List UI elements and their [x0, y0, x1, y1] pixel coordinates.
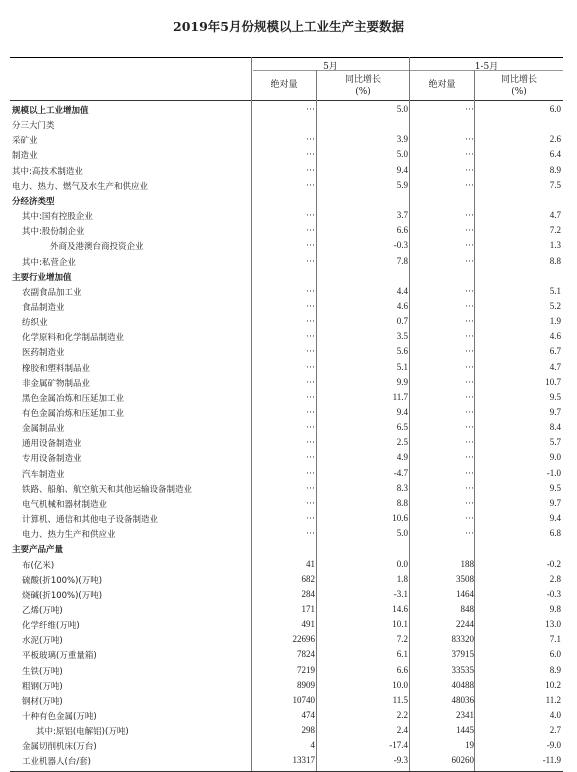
- abs-month-cell: ···: [306, 528, 315, 539]
- row-label: 主要产品产量: [12, 545, 64, 556]
- abs-month-cell: 474: [301, 710, 315, 720]
- abs-cum-cell: 188: [460, 558, 474, 569]
- yoy-month-cell: 6.6: [396, 225, 408, 236]
- row-label: 其中:国有控股企业: [22, 212, 93, 223]
- yoy-cum-cell: 2.8: [549, 573, 561, 584]
- table-row: [10, 588, 563, 603]
- abs-month-cell: 10740: [292, 694, 315, 705]
- table-row: [10, 285, 563, 300]
- table-row: [10, 618, 563, 633]
- yoy-month-cell: 5.0: [396, 149, 408, 160]
- table-row: [10, 512, 563, 527]
- yoy-cum-cell: 4.7: [549, 361, 561, 372]
- abs-cum-cell: 848: [460, 603, 474, 614]
- yoy-cum-cell: 7.5: [549, 179, 561, 190]
- abs-cum-cell: 2244: [456, 619, 474, 630]
- yoy-month-cell: 10.1: [392, 619, 408, 630]
- row-label: 农副食品加工业: [22, 287, 82, 298]
- yoy-month-cell: 10.0: [392, 679, 408, 690]
- abs-month-cell: ···: [306, 225, 315, 236]
- abs-month-cell: ···: [306, 210, 315, 221]
- abs-cum-cell: 60260: [451, 755, 474, 766]
- table-row: [10, 118, 563, 133]
- row-label: 平板玻璃(万重量箱): [22, 651, 97, 662]
- row-label: 通用设备制造业: [22, 439, 82, 450]
- header-abs-cum: 绝对量: [428, 80, 456, 90]
- row-label: 十种有色金属(万吨): [22, 712, 97, 722]
- row-label: 分经济类型: [12, 196, 55, 207]
- yoy-month-cell: -4.7: [393, 467, 408, 478]
- abs-cum-cell: 2341: [456, 710, 474, 720]
- abs-month-cell: ···: [306, 376, 315, 387]
- abs-cum-cell: ···: [465, 497, 474, 508]
- yoy-cum-cell: -9.0: [546, 740, 561, 751]
- table-top-rule: [10, 57, 563, 58]
- abs-month-cell: ···: [306, 391, 315, 402]
- row-label: 主要行业增加值: [12, 272, 72, 283]
- table-row: [10, 527, 563, 542]
- abs-cum-cell: ···: [465, 149, 474, 160]
- table-row: [10, 482, 563, 497]
- table-row: [10, 406, 563, 421]
- abs-month-cell: 41: [306, 558, 315, 569]
- table-row: [10, 179, 563, 194]
- yoy-month-cell: 4.9: [396, 452, 408, 463]
- table-row: [10, 361, 563, 376]
- row-label: 汽车制造业: [22, 469, 65, 480]
- table-row: [10, 694, 563, 709]
- row-label: 水泥(万吨): [22, 636, 63, 647]
- row-label: 工业机器人(台/套): [22, 757, 91, 768]
- abs-cum-cell: ···: [465, 407, 474, 417]
- data-table: [10, 57, 563, 771]
- table-row: [10, 194, 563, 209]
- table-row: [10, 558, 563, 573]
- row-label: 规模以上工业增加值: [12, 106, 89, 116]
- abs-cum-cell: ···: [465, 331, 474, 342]
- yoy-cum-cell: -0.3: [546, 588, 561, 599]
- table-bottom-rule: [10, 771, 563, 772]
- yoy-cum-cell: 8.8: [549, 255, 561, 266]
- header-bottom-rule: [10, 100, 563, 101]
- yoy-cum-cell: 6.8: [549, 528, 561, 539]
- yoy-month-cell: 3.5: [396, 331, 408, 342]
- yoy-month-cell: 8.8: [396, 497, 408, 508]
- yoy-cum-cell: 5.2: [549, 300, 561, 311]
- yoy-month-cell: 5.0: [396, 528, 408, 539]
- table-row: [10, 603, 563, 618]
- abs-month-cell: ···: [306, 316, 315, 327]
- table-row: [10, 709, 563, 724]
- table-row: [10, 103, 563, 118]
- table-row: [10, 724, 563, 739]
- row-label: 金属制品业: [22, 424, 65, 435]
- abs-month-cell: 8909: [297, 679, 315, 690]
- yoy-month-cell: 14.6: [392, 603, 408, 614]
- yoy-month-cell: 0.7: [396, 316, 408, 327]
- row-label: 布(亿米): [22, 560, 55, 571]
- yoy-cum-cell: -0.2: [546, 558, 561, 569]
- row-label: 有色金属冶炼和压延加工业: [22, 409, 125, 419]
- table-row: [10, 754, 563, 769]
- abs-month-cell: ···: [306, 149, 315, 160]
- row-label: 电力、热力、燃气及水生产和供应业: [12, 181, 149, 192]
- abs-cum-cell: ···: [465, 346, 474, 357]
- abs-month-cell: ···: [306, 179, 315, 190]
- abs-cum-cell: ···: [465, 422, 474, 433]
- header-yoy-unit: (%): [511, 87, 527, 97]
- abs-month-cell: ···: [306, 407, 315, 417]
- abs-cum-cell: ···: [465, 210, 474, 221]
- abs-cum-cell: ···: [465, 225, 474, 236]
- yoy-month-cell: 6.5: [396, 422, 408, 433]
- yoy-month-cell: 1.8: [396, 573, 408, 584]
- yoy-cum-cell: 2.6: [549, 134, 561, 145]
- table-row: [10, 633, 563, 648]
- abs-month-cell: ···: [306, 452, 315, 463]
- abs-cum-cell: ···: [465, 300, 474, 311]
- row-label: 粗钢(万吨): [22, 681, 63, 692]
- abs-cum-cell: 3508: [456, 573, 474, 584]
- row-label: 医药制造业: [22, 348, 65, 359]
- yoy-month-cell: 9.4: [396, 164, 408, 175]
- yoy-cum-cell: 9.7: [549, 407, 561, 417]
- abs-cum-cell: 48036: [451, 694, 474, 705]
- yoy-cum-cell: 4.0: [549, 710, 561, 720]
- table-row: [10, 497, 563, 512]
- yoy-cum-cell: 4.7: [549, 210, 561, 221]
- row-label: 非金属矿物制品业: [22, 378, 91, 389]
- page-title: 2019年5月份规模以上工业生产主要数据: [173, 19, 404, 34]
- abs-cum-cell: ···: [465, 528, 474, 539]
- abs-cum-cell: ···: [465, 240, 474, 251]
- header-yoy-label: 同比增长: [344, 75, 381, 85]
- abs-cum-cell: 33535: [451, 664, 474, 675]
- yoy-month-cell: 2.2: [396, 710, 408, 720]
- table-row: [10, 451, 563, 466]
- yoy-month-cell: 5.0: [396, 104, 408, 114]
- yoy-cum-cell: 11.2: [545, 694, 561, 705]
- yoy-month-cell: 7.8: [396, 255, 408, 266]
- table-row: [10, 270, 563, 285]
- yoy-month-cell: -9.3: [393, 755, 408, 766]
- row-label: 其中:原铝(电解铝)(万吨): [36, 727, 129, 738]
- yoy-month-cell: 7.2: [396, 634, 408, 645]
- abs-month-cell: 22696: [292, 634, 315, 645]
- abs-month-cell: ···: [306, 255, 315, 266]
- abs-month-cell: ···: [306, 361, 315, 372]
- yoy-month-cell: 2.5: [396, 437, 408, 448]
- abs-month-cell: ···: [306, 467, 315, 478]
- yoy-month-cell: 2.4: [396, 725, 408, 736]
- abs-cum-cell: ···: [465, 376, 474, 387]
- row-label: 化学纤维(万吨): [22, 621, 80, 632]
- yoy-cum-cell: 7.2: [549, 225, 561, 236]
- abs-cum-cell: ···: [465, 513, 474, 524]
- yoy-month-cell: 5.1: [396, 361, 408, 372]
- table-row: [10, 391, 563, 406]
- row-label: 黑色金属冶炼和压延加工业: [22, 393, 125, 404]
- abs-month-cell: 491: [301, 619, 315, 630]
- table-row: [10, 542, 563, 557]
- yoy-cum-cell: 9.7: [549, 497, 561, 508]
- row-label: 制造业: [12, 151, 38, 162]
- row-label: 钢材(万吨): [22, 696, 63, 707]
- table-row: [10, 315, 563, 330]
- abs-cum-cell: ···: [465, 134, 474, 145]
- abs-cum-cell: ···: [465, 437, 474, 448]
- row-label: 专用设备制造业: [22, 454, 82, 465]
- yoy-cum-cell: 13.0: [545, 619, 561, 630]
- abs-month-cell: 171: [301, 603, 315, 614]
- yoy-month-cell: 3.7: [396, 210, 408, 221]
- abs-cum-cell: ···: [465, 179, 474, 190]
- row-label: 计算机、通信和其他电子设备制造业: [22, 515, 159, 526]
- table-row: [10, 345, 563, 360]
- abs-month-cell: ···: [306, 300, 315, 311]
- abs-cum-cell: 1464: [456, 588, 474, 599]
- row-label: 生铁(万吨): [22, 666, 63, 677]
- abs-month-cell: ···: [306, 497, 315, 508]
- yoy-month-cell: 0.0: [396, 558, 408, 569]
- table-row: [10, 239, 563, 254]
- yoy-cum-cell: 5.1: [549, 285, 561, 296]
- yoy-cum-cell: 4.6: [549, 331, 561, 342]
- table-row: [10, 164, 563, 179]
- row-label: 烧碱(折100%)(万吨): [22, 590, 103, 601]
- abs-cum-cell: 40488: [451, 679, 474, 690]
- table-row: [10, 376, 563, 391]
- header-abs-month: 绝对量: [270, 80, 298, 90]
- row-label: 电力、热力生产和供应业: [22, 530, 116, 541]
- abs-month-cell: 4: [310, 740, 315, 751]
- yoy-month-cell: 6.1: [396, 649, 408, 660]
- row-label: 乙烯(万吨): [22, 605, 63, 616]
- abs-cum-cell: ···: [465, 467, 474, 478]
- yoy-cum-cell: 6.4: [549, 149, 561, 160]
- table-row: [10, 330, 563, 345]
- abs-month-cell: ···: [306, 513, 315, 524]
- yoy-cum-cell: 6.0: [549, 104, 561, 114]
- yoy-cum-cell: -11.9: [542, 755, 561, 766]
- yoy-cum-cell: 9.5: [549, 391, 561, 402]
- table-row: [10, 739, 563, 754]
- yoy-cum-cell: 8.4: [549, 422, 561, 433]
- abs-cum-cell: 1445: [456, 725, 474, 736]
- table-row: [10, 679, 563, 694]
- yoy-cum-cell: 9.8: [549, 603, 561, 614]
- abs-cum-cell: ···: [465, 361, 474, 372]
- row-label: 其中:股份制企业: [22, 227, 85, 238]
- abs-cum-cell: ···: [465, 285, 474, 296]
- header-yoy-month: [317, 74, 409, 98]
- abs-cum-cell: 19: [465, 740, 474, 751]
- yoy-cum-cell: 8.9: [549, 664, 561, 675]
- yoy-month-cell: 4.4: [396, 285, 408, 296]
- yoy-month-cell: -3.1: [393, 588, 408, 599]
- abs-month-cell: ···: [306, 422, 315, 433]
- yoy-month-cell: 5.6: [396, 346, 408, 357]
- abs-cum-cell: 83320: [451, 634, 474, 645]
- header-yoy-label: 同比增长: [500, 75, 537, 85]
- row-label: 铁路、船舶、航空航天和其他运输设备制造业: [22, 484, 193, 495]
- abs-cum-cell: ···: [465, 255, 474, 266]
- abs-month-cell: ···: [306, 240, 315, 251]
- yoy-month-cell: 9.9: [396, 376, 408, 387]
- yoy-cum-cell: 9.4: [549, 513, 561, 524]
- header-yoy-unit: (%): [355, 87, 371, 97]
- yoy-cum-cell: 9.0: [549, 452, 561, 463]
- yoy-cum-cell: 1.3: [549, 240, 561, 251]
- row-label: 其中:高技术制造业: [12, 166, 83, 177]
- row-label: 其中:私营企业: [22, 257, 76, 268]
- table-row: [10, 300, 563, 315]
- abs-month-cell: 682: [301, 573, 315, 584]
- yoy-month-cell: -17.4: [389, 740, 408, 751]
- abs-month-cell: ···: [306, 482, 315, 493]
- yoy-cum-cell: -1.0: [546, 467, 561, 478]
- abs-month-cell: 284: [301, 588, 315, 599]
- yoy-month-cell: 5.9: [396, 179, 408, 190]
- yoy-cum-cell: 10.7: [545, 376, 561, 387]
- abs-month-cell: 7219: [297, 664, 315, 675]
- abs-month-cell: ···: [306, 437, 315, 448]
- row-label: 电气机械和器材制造业: [22, 499, 108, 510]
- yoy-cum-cell: 5.7: [549, 437, 561, 448]
- table-row: [10, 255, 563, 270]
- abs-month-cell: ···: [306, 134, 315, 145]
- table-row: [10, 573, 563, 588]
- yoy-cum-cell: 6.0: [549, 649, 561, 660]
- abs-cum-cell: ···: [465, 391, 474, 402]
- yoy-month-cell: -0.3: [393, 240, 408, 251]
- row-label: 采矿业: [12, 136, 38, 147]
- abs-month-cell: 298: [301, 725, 315, 736]
- abs-month-cell: ···: [306, 346, 315, 357]
- row-label: 橡胶和塑料制品业: [22, 363, 91, 374]
- yoy-cum-cell: 9.5: [549, 482, 561, 493]
- row-label: 分三大门类: [12, 121, 55, 132]
- abs-cum-cell: ···: [465, 316, 474, 327]
- table-row: [10, 648, 563, 663]
- yoy-month-cell: 11.7: [392, 391, 408, 402]
- abs-month-cell: ···: [306, 331, 315, 342]
- yoy-month-cell: 3.9: [396, 134, 408, 145]
- abs-cum-cell: 37915: [451, 649, 474, 660]
- abs-month-cell: ···: [306, 104, 315, 114]
- yoy-cum-cell: 10.2: [545, 679, 561, 690]
- row-label: 化学原料和化学制品制造业: [22, 333, 125, 344]
- table-row: [10, 133, 563, 148]
- yoy-cum-cell: 2.7: [549, 725, 561, 736]
- table-row: [10, 467, 563, 482]
- header-yoy-cum: [475, 74, 563, 98]
- yoy-cum-cell: 1.9: [549, 316, 561, 327]
- abs-cum-cell: ···: [465, 164, 474, 175]
- yoy-cum-cell: 7.1: [549, 634, 561, 645]
- row-label: 纺织业: [22, 318, 48, 329]
- yoy-month-cell: 4.6: [396, 300, 408, 311]
- row-label: 外商及港澳台商投资企业: [50, 242, 144, 253]
- abs-month-cell: 13317: [292, 755, 315, 766]
- table-row: [10, 209, 563, 224]
- header-cumulative: 1-5月: [474, 62, 499, 72]
- table-row: [10, 436, 563, 451]
- yoy-cum-cell: 6.7: [549, 346, 561, 357]
- abs-month-cell: ···: [306, 164, 315, 175]
- yoy-month-cell: 8.3: [396, 482, 408, 493]
- yoy-month-cell: 6.6: [396, 664, 408, 675]
- row-label: 硫酸(折100%)(万吨): [22, 575, 103, 586]
- yoy-cum-cell: 8.9: [549, 164, 561, 175]
- yoy-month-cell: 11.5: [392, 694, 408, 705]
- abs-cum-cell: ···: [465, 452, 474, 463]
- row-label: 食品制造业: [22, 302, 65, 313]
- table-row: [10, 664, 563, 679]
- table-row: [10, 224, 563, 239]
- row-label: 金属切削机床(万台): [22, 742, 97, 753]
- abs-month-cell: 7824: [297, 649, 315, 660]
- table-row: [10, 421, 563, 436]
- abs-cum-cell: ···: [465, 104, 474, 114]
- yoy-month-cell: 9.4: [396, 407, 408, 417]
- header-month: 5月: [323, 62, 338, 72]
- abs-cum-cell: ···: [465, 482, 474, 493]
- yoy-month-cell: 10.6: [392, 513, 408, 524]
- table-row: [10, 148, 563, 163]
- abs-month-cell: ···: [306, 285, 315, 296]
